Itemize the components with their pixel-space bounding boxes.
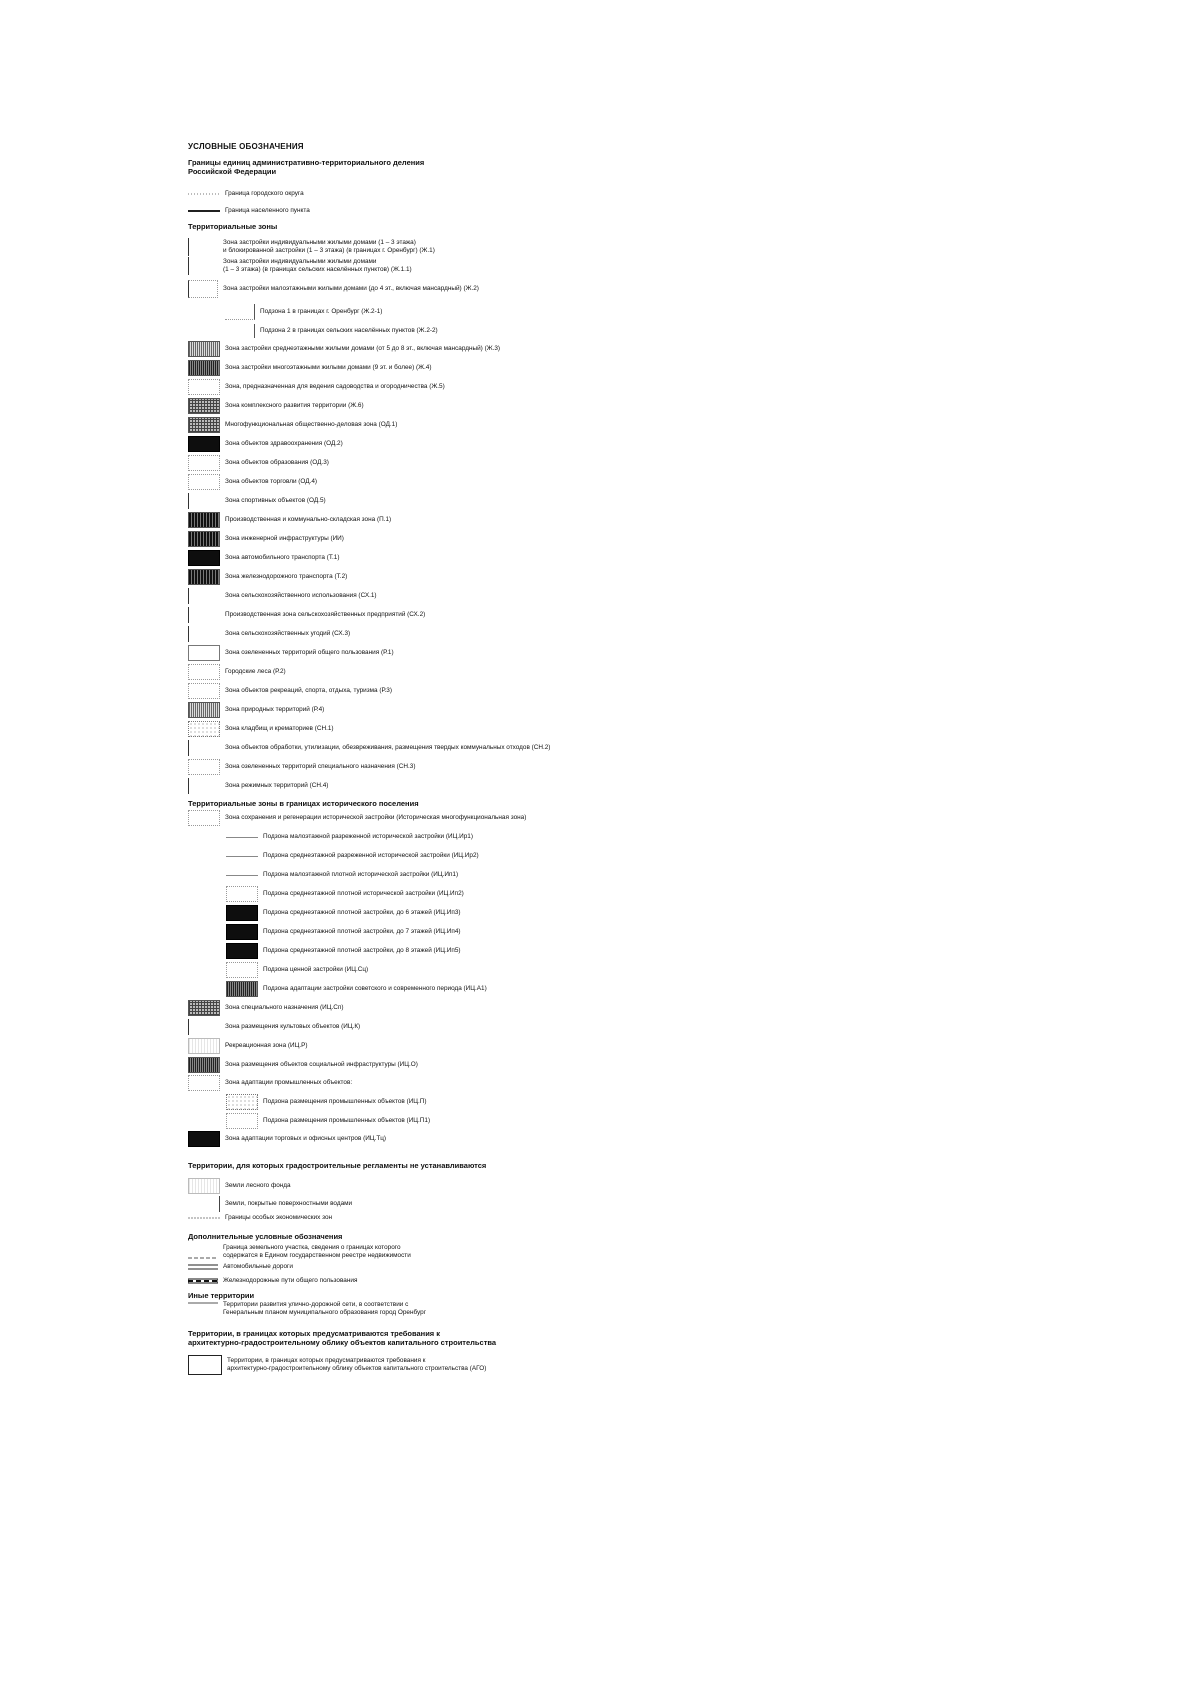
- legend-item: [188, 1113, 768, 1129]
- legend-item: [188, 702, 768, 718]
- zone-swatch: [188, 645, 220, 661]
- legend-label-line: Территории развития улично-дорожной сети, в соответствии с: [223, 1301, 409, 1308]
- industrial-subzone-list: [188, 1094, 768, 1129]
- zone-swatch: [226, 848, 258, 864]
- legend-item: [188, 436, 768, 452]
- zone-swatch: [188, 1057, 220, 1073]
- zone-swatch: [225, 304, 255, 320]
- legend-label: Зона объектов торговли (ОД.4): [225, 478, 318, 485]
- zone-swatch: [226, 1094, 258, 1110]
- legend-item: [188, 1214, 768, 1222]
- zone-swatch: [226, 886, 258, 902]
- legend-item: [188, 550, 768, 566]
- zone-swatch: [188, 702, 220, 718]
- legend-label: Подзона среднеэтажной плотной застройки, до 8 этажей (ИЦ.Ип5): [263, 947, 461, 954]
- legend-item: [188, 360, 768, 376]
- zone-swatch: [188, 398, 220, 414]
- legend-item-ago: [188, 1355, 768, 1375]
- legend-item: [188, 531, 768, 547]
- legend-label: Подзона ценной застройки (ИЦ.Сц): [263, 966, 369, 973]
- legend-item: [188, 981, 768, 997]
- zone-swatch: [188, 569, 220, 585]
- legend-label: Зона инженерной инфраструктуры (ИИ): [225, 535, 344, 542]
- legend-item: [188, 569, 768, 585]
- zone-swatch: [226, 867, 258, 883]
- legend-item-zh21: [188, 304, 768, 320]
- legend-label: Подзона размещения промышленных объектов (ИЦ.П): [263, 1098, 427, 1105]
- zone-swatch: [188, 360, 220, 376]
- legend-label-line: содержатся в Едином государственном реестре недвижимости: [223, 1252, 411, 1259]
- legend-label: Зона сельскохозяйственного использования (СХ.1): [225, 592, 377, 599]
- zone-swatch: [188, 1178, 220, 1194]
- legend-item: [188, 417, 768, 433]
- legend-item-roads: [188, 1263, 768, 1271]
- legend-item: [188, 664, 768, 680]
- legend-label: Подзона малоэтажной разреженной исторической застройки (ИЦ.Ир1): [263, 833, 473, 840]
- legend-label: Многофункциональная общественно-деловая зона (ОД.1): [225, 421, 398, 428]
- legend-label: Границы особых экономических зон: [225, 1214, 333, 1221]
- legend-item: [188, 398, 768, 414]
- legend-item: [188, 626, 768, 642]
- legend-label: Зона застройки среднеэтажными жилыми домами (от 5 до 8 эт., включая мансардный) (Ж.3): [225, 345, 501, 352]
- legend-item: [188, 379, 768, 395]
- ago-heading-line: архитектурно-градостроительному облику объектов капитального строительства: [188, 1338, 497, 1347]
- legend-label: Зона кладбищ и крематориев (СН.1): [225, 725, 334, 732]
- legend-label: Подзона 1 в границах г. Оренбург (Ж.2-1): [260, 308, 383, 315]
- other-heading: Иные территории: [188, 1291, 255, 1300]
- zone-swatch: [188, 280, 218, 298]
- legend-item: [188, 645, 768, 661]
- legend-label: Зона адаптации промышленных объектов:: [225, 1079, 353, 1086]
- legend-item-zh2: [188, 280, 768, 298]
- legend-label: Зона сельскохозяйственных угодий (СХ.3): [225, 630, 351, 637]
- legend-label: Земли лесного фонда: [225, 1182, 291, 1189]
- zone-swatch: [188, 512, 220, 528]
- legend-label: Зона размещения культовых объектов (ИЦ.К): [225, 1023, 361, 1030]
- legend-item: [188, 1019, 768, 1035]
- zone-swatch: [188, 778, 220, 794]
- legend-label: Зона автомобильного транспорта (Т.1): [225, 554, 340, 561]
- legend-label: Земли, покрытые поверхностными водами: [225, 1200, 353, 1207]
- legend-label: Городские леса (Р.2): [225, 668, 286, 675]
- zone-swatch: [188, 531, 220, 547]
- zone-swatch: [188, 341, 220, 357]
- legend-item-parcel: [188, 1243, 768, 1261]
- zone-swatch: [188, 238, 218, 256]
- legend-label: Граница городского округа: [225, 190, 304, 197]
- legend-item-industrial: [188, 1075, 768, 1091]
- zone-swatch: [188, 1038, 220, 1054]
- zone-swatch: [188, 1000, 220, 1016]
- legend-item-zh11: [188, 257, 768, 275]
- legend-item: [188, 886, 768, 902]
- zone-swatch: [188, 683, 220, 699]
- zone-swatch: [188, 740, 220, 756]
- legend-label: Зона озелененных территорий общего пользования (Р.1): [225, 649, 394, 656]
- legend-item: [188, 588, 768, 604]
- legend-label: [223, 258, 412, 274]
- zone-swatch: [188, 1196, 220, 1212]
- settlement-boundary-line: [188, 208, 220, 214]
- zone-swatch: [188, 417, 220, 433]
- legend-item: [188, 1057, 768, 1073]
- legend-item: [188, 474, 768, 490]
- legend-item: [188, 455, 768, 471]
- zone-swatch: [188, 1075, 220, 1091]
- legend-label: [227, 1357, 486, 1373]
- zones-heading: Территориальные зоны: [188, 222, 278, 231]
- zone-swatch: [226, 829, 258, 845]
- legend-label: Подзона адаптации застройки советского и современного периода (ИЦ.А1): [263, 985, 487, 992]
- extra-heading: Дополнительные условные обозначения: [188, 1232, 343, 1241]
- legend-label: Зона объектов рекреаций, спорта, отдыха, туризма (Р.3): [225, 687, 392, 694]
- zone-swatch: [188, 474, 220, 490]
- legend-label: Зона, предназначенная для ведения садоводства и огородничества (Ж.5): [225, 383, 445, 390]
- historic-zone-list: [188, 1000, 768, 1073]
- legend-label: Зона застройки малоэтажными жилыми домами (до 4 эт., включая мансардный) (Ж.2): [223, 285, 479, 292]
- legend-label-line: Граница земельного участка, сведения о границах которого: [223, 1244, 401, 1251]
- legend-label: Зона объектов здравоохранения (ОД.2): [225, 440, 343, 447]
- zone-swatch: [226, 905, 258, 921]
- legend-item: [188, 1196, 768, 1212]
- legend-label: Зона спортивных объектов (ОД.5): [225, 497, 326, 504]
- legend-label: Зона размещения объектов социальной инфраструктуры (ИЦ.О): [225, 1061, 418, 1068]
- legend-label: Зона специального назначения (ИЦ.Сп): [225, 1004, 344, 1011]
- legend-item: [188, 607, 768, 623]
- street-network-line: [188, 1301, 218, 1307]
- road-line: [188, 1263, 218, 1271]
- legend-label: Подзона размещения промышленных объектов (ИЦ.П1): [263, 1117, 431, 1124]
- legend-label: Зона озелененных территорий специального назначения (СН.3): [225, 763, 416, 770]
- zone-list: [188, 341, 768, 794]
- legend-item-rail: [188, 1277, 768, 1285]
- legend-label: Зона застройки многоэтажными жилыми домами (9 эт. и более) (Ж.4): [225, 364, 432, 371]
- ago-heading: [188, 1329, 768, 1347]
- legend-item: [188, 829, 768, 845]
- legend-label: Зона режимных территорий (СН.4): [225, 782, 329, 789]
- legend-label: Зона комплексного развития территории (Ж.6): [225, 402, 364, 409]
- legend-label-line: Генеральным планом муниципального образования город Оренбург: [223, 1309, 427, 1316]
- legend-label: Подзона среднеэтажной плотной застройки, до 7 этажей (ИЦ.Ип4): [263, 928, 461, 935]
- legend-item: [188, 1094, 768, 1110]
- zone-swatch: [188, 1131, 220, 1147]
- zone-swatch: [188, 626, 220, 642]
- zone-swatch: [188, 1355, 222, 1375]
- legend-item: [188, 962, 768, 978]
- legend-label: Зона железнодорожного транспорта (Т.2): [225, 573, 348, 580]
- legend-item: [188, 759, 768, 775]
- zone-swatch: [226, 924, 258, 940]
- zone-swatch: [188, 550, 220, 566]
- zone-swatch: [188, 759, 220, 775]
- legend-label: Подзона среднеэтажной плотной исторической застройки (ИЦ.Ип2): [263, 890, 464, 897]
- legend-item-zh22: [188, 324, 768, 338]
- legend-item: [188, 943, 768, 959]
- legend-item-trade: [188, 1131, 768, 1147]
- legend-label: Зона объектов образования (ОД.3): [225, 459, 329, 466]
- legend-label: Подзона 2 в границах сельских населённых пунктов (Ж.2-2): [260, 327, 438, 334]
- legend-label: Подзона малоэтажной плотной исторической застройки (ИЦ.Ип1): [263, 871, 459, 878]
- legend-label-line: Территории, в границах которых предусматриваются требования к: [227, 1357, 426, 1364]
- legend-item-other: [188, 1301, 768, 1317]
- city-district-boundary-line: [188, 191, 220, 197]
- legend-item: [188, 905, 768, 921]
- legend-label: [223, 1301, 426, 1317]
- legend-label: Подзона среднеэтажной плотной застройки, до 6 этажей (ИЦ.Ип3): [263, 909, 461, 916]
- zone-swatch: [188, 257, 218, 275]
- ago-heading-line: Территории, в границах которых предусматриваются требования к: [188, 1329, 441, 1338]
- zone-swatch: [188, 721, 220, 737]
- legend-label: Производственная и коммунально-складская зона (П.1): [225, 516, 392, 523]
- legend-label: [223, 1244, 411, 1260]
- land-parcel-boundary-line: [188, 1243, 218, 1261]
- railway-line: [188, 1277, 218, 1285]
- legend-label: Производственная зона сельскохозяйственных предприятий (СХ.2): [225, 611, 426, 618]
- legend-title: УСЛОВНЫЕ ОБОЗНАЧЕНИЯ: [188, 142, 304, 151]
- zone-swatch: [226, 962, 258, 978]
- legend-label-line: Зона застройки индивидуальными жилыми домами (1 – 3 этажа): [223, 239, 416, 246]
- legend-label: Подзона среднеэтажной разреженной исторической застройки (ИЦ.Ир2): [263, 852, 479, 859]
- legend-label-line: Зона застройки индивидуальными жилыми домами: [223, 258, 377, 265]
- special-economic-zone-boundary-line: [188, 1214, 220, 1222]
- zone-swatch: [188, 1019, 220, 1035]
- legend-item: [188, 1000, 768, 1016]
- legend-label: Граница населенного пункта: [225, 207, 310, 214]
- legend-item: [188, 683, 768, 699]
- historic-subzone-list: [188, 829, 768, 997]
- legend-item: [188, 848, 768, 864]
- zone-swatch: [188, 379, 220, 395]
- zone-swatch: [188, 588, 220, 604]
- legend-label: Железнодорожные пути общего пользования: [223, 1277, 358, 1284]
- zone-swatch: [226, 981, 258, 997]
- legend-label: Зона адаптации торговых и офисных центров (ИЦ.Тц): [225, 1135, 387, 1142]
- boundaries-heading: Границы единиц административно-территориального деления Российской Федерации: [188, 158, 425, 176]
- legend-item: [188, 778, 768, 794]
- legend-label-line: архитектурно-градостроительному облику объектов капитального строительства (АГО): [227, 1365, 487, 1372]
- legend-item: [188, 190, 768, 198]
- map-legend: [188, 142, 768, 1375]
- legend-item: [188, 493, 768, 509]
- zone-swatch: [226, 943, 258, 959]
- legend-item: [188, 1178, 768, 1194]
- legend-label-line: (1 – 3 этажа) (в границах сельских населённых пунктов) (Ж.1.1): [223, 266, 412, 273]
- legend-item: [188, 512, 768, 528]
- zone-swatch: [226, 1113, 258, 1129]
- noreg-heading: Территории, для которых градостроительные регламенты не устанавливаются: [188, 1161, 487, 1170]
- legend-label: [223, 239, 435, 255]
- legend-label: Рекреационная зона (ИЦ.Р): [225, 1042, 308, 1049]
- legend-item: [188, 341, 768, 357]
- zone-swatch: [188, 455, 220, 471]
- legend-label: Зона природных территорий (Р.4): [225, 706, 325, 713]
- zone-swatch: [188, 664, 220, 680]
- legend-label: Зона сохранения и регенерации исторической застройки (Историческая многофункциональная зона): [225, 814, 527, 821]
- zone-swatch: [188, 493, 220, 509]
- legend-label: Автомобильные дороги: [223, 1263, 293, 1270]
- boundaries-section: [188, 158, 768, 215]
- legend-label-line: и блокированной застройки (1 – 3 этажа) (в границах г. Оренбург) (Ж.1): [223, 247, 435, 254]
- historic-heading: Территориальные зоны в границах исторического поселения: [188, 799, 419, 808]
- zone-swatch: [225, 324, 255, 338]
- zone-swatch: [188, 810, 220, 826]
- legend-item-historic-main: [188, 810, 768, 826]
- legend-item: [188, 740, 768, 756]
- legend-item: [188, 1038, 768, 1054]
- zone-swatch: [188, 436, 220, 452]
- legend-item-zh1: [188, 238, 768, 256]
- legend-item: [188, 867, 768, 883]
- zone-swatch: [188, 607, 220, 623]
- legend-item: [188, 721, 768, 737]
- legend-item: [188, 207, 768, 215]
- legend-item: [188, 924, 768, 940]
- legend-label: Зона объектов обработки, утилизации, обезвреживания, размещения твердых коммунальных отходов (СН.2): [225, 744, 551, 751]
